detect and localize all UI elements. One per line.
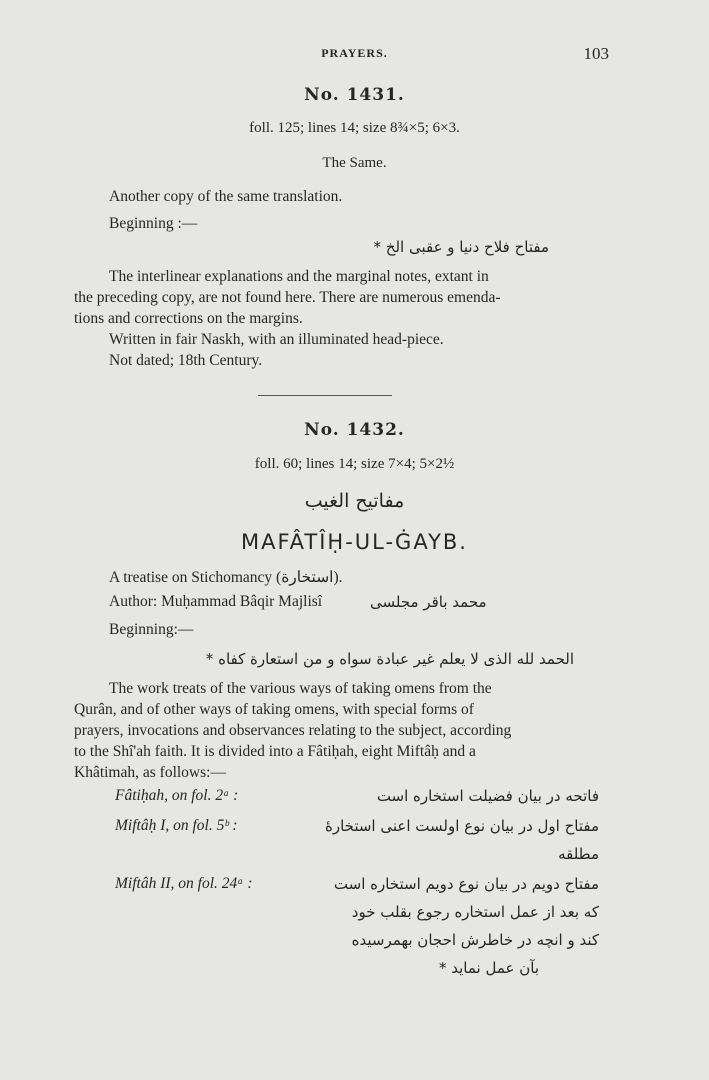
contents-arabic-miftah-2: مفتاح دویم در بیان نوع دویم استخاره است: [333, 875, 599, 893]
collation-1431: foll. 125; lines 14; size 8¾×5; 6×3.: [249, 120, 460, 136]
beginning-label-1432: Beginning:—: [109, 621, 194, 638]
contents-label-fatihah: Fâtiḥah, on fol. 2ᵃ :: [115, 787, 239, 804]
beginning-arabic-1432: الحمد لله الذی لا یعلم غیر عبادة سواه و من استعارة کفاه *: [205, 650, 574, 668]
written-note-1431: Written in fair Naskh, with an illuminated head-piece.: [109, 331, 444, 348]
contents-arabic-miftah-2-line-3: کند و انچه در خاطرش احجان بهمرسیده: [351, 931, 599, 949]
subtitle-1431: The Same.: [322, 155, 387, 171]
para-line-1: The work treats of the various ways of taking omens from the: [109, 680, 492, 697]
note-line-1: The interlinear explanations and the marginal notes, extant in: [109, 268, 489, 285]
beginning-label-1431: Beginning :—: [109, 215, 198, 232]
entry-number-1432: No. 1432.: [304, 420, 405, 440]
work-title-1432: MAFÂTÎḤ-UL-ĠAYB.: [241, 530, 468, 554]
para-line-3: prayers, invocations and observances relating to the subject, according: [74, 722, 512, 739]
contents-arabic-miftah-1-cont: مطلقه: [558, 845, 599, 863]
collation-1432: foll. 60; lines 14; size 7×4; 5×2½: [254, 456, 455, 472]
section-divider: [258, 395, 392, 396]
para-line-5: Khâtimah, as follows:—: [74, 764, 226, 781]
contents-arabic-fatihah: فاتحه در بیان فضیلت استخاره است: [376, 787, 599, 805]
arabic-title-1432: مفاتیح الغیب: [304, 490, 405, 512]
author-arabic: محمد باقر مجلسی: [370, 593, 487, 611]
page-number: 103: [583, 44, 609, 63]
entry-number-1431: No. 1431.: [304, 85, 405, 105]
running-title: PRAYERS.: [321, 46, 388, 60]
contents-label-miftah-1: Miftâḥ I, on fol. 5ᵇ :: [115, 817, 238, 834]
author-line: Author: Muḥammad Bâqir Majlisî: [109, 593, 323, 610]
contents-arabic-miftah-2-line-4: بآن عمل نماید *: [438, 959, 539, 977]
contents-arabic-miftah-1: مفتاح اول در بیان نوع اولست اعنی استخارهٔ: [324, 817, 599, 835]
contents-label-miftah-2: Miftâh II, on fol. 24ᵃ :: [115, 875, 253, 892]
contents-arabic-miftah-2-line-2: که بعد از عمل استخاره رجوع بقلب خود: [351, 903, 599, 921]
beginning-arabic-1431: مفتاح فلاح دنیا و عقبی الخ *: [373, 238, 549, 256]
treatise-line: A treatise on Stichomancy (استخارة).: [109, 569, 343, 586]
note-line-2: the preceding copy, are not found here. There are numerous emenda-: [74, 289, 501, 306]
description-1431: Another copy of the same translation.: [109, 188, 343, 205]
para-line-2: Qurân, and of other ways of taking omens, with special forms of: [74, 701, 474, 718]
date-note-1431: Not dated; 18th Century.: [109, 352, 263, 369]
para-line-4: to the Shî'ah faith. It is divided into a Fâtiḥah, eight Miftâḥ and a: [74, 743, 476, 760]
note-line-3: tions and corrections on the margins.: [74, 310, 303, 327]
